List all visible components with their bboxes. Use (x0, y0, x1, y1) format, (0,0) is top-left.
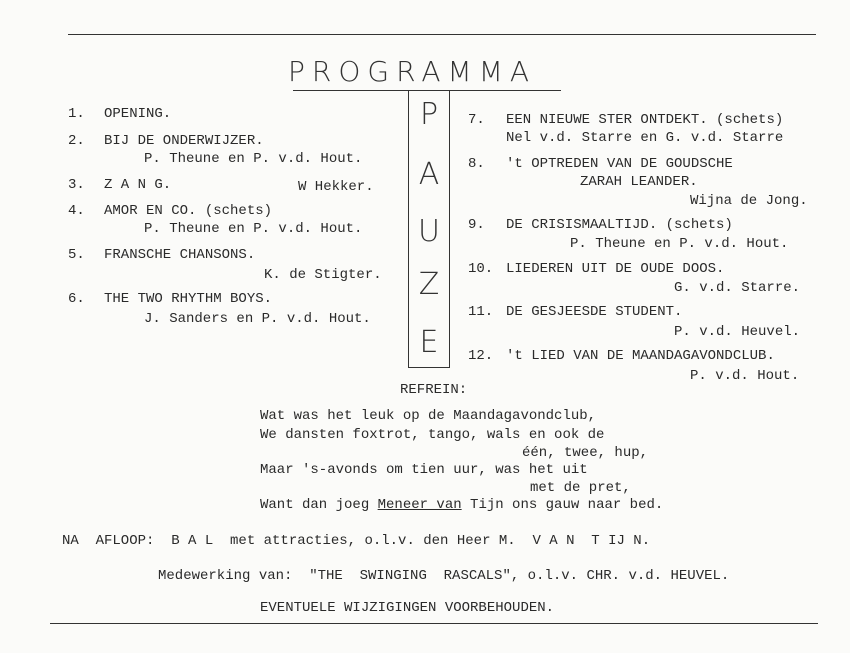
refrain-line: Maar 's-avonds om tien uur, was het uit (260, 462, 588, 478)
item-performer: P. v.d. Heuvel. (674, 324, 801, 340)
bottom-rule (50, 623, 818, 624)
refrain-line: met de pret, (530, 480, 631, 496)
pause-letter: E (419, 325, 439, 360)
item-number: 1. (68, 106, 85, 122)
refrain-heading: REFREIN: (400, 382, 468, 398)
item-number: 11. (468, 304, 494, 320)
item-title: EEN NIEUWE STER ONTDEKT. (schets) (506, 112, 784, 128)
item-title: OPENING. (104, 106, 172, 122)
top-rule (68, 34, 816, 35)
item-title: 't OPTREDEN VAN DE GOUDSCHE (506, 156, 733, 172)
item-number: 10. (468, 261, 494, 277)
item-number: 9. (468, 217, 485, 233)
refrain-line: Wat was het leuk op de Maandagavondclub, (260, 408, 597, 424)
item-title: THE TWO RHYTHM BOYS. (104, 291, 273, 307)
page-title: PROGRAMMA (288, 55, 537, 88)
refrain-last-line-start: Want dan joeg (260, 497, 378, 513)
item-title: BIJ DE ONDERWIJZER. (104, 133, 264, 149)
item-title: 't LIED VAN DE MAANDAGAVONDCLUB. (506, 348, 775, 364)
pause-letter: A (418, 157, 440, 192)
item-title: DE CRISISMAALTIJD. (schets) (506, 217, 733, 233)
item-performer: P. Theune en P. v.d. Hout. (144, 221, 363, 237)
refrain-line: We dansten foxtrot, tango, wals en ook de (260, 427, 605, 443)
medewerking-line: Medewerking van: "THE SWINGING RASCALS", o.l.v. CHR. v.d. HEUVEL. (158, 568, 730, 584)
refrain-line: één, twee, hup, (522, 445, 649, 461)
refrain-underlined-name: Meneer van (377, 497, 462, 513)
item-number: 2. (68, 133, 85, 149)
item-performer: P. Theune en P. v.d. Hout. (570, 236, 789, 252)
item-performer: P. v.d. Hout. (690, 368, 800, 384)
item-title: Z A N G. (104, 177, 172, 193)
item-number: 6. (68, 291, 85, 307)
item-performer: P. Theune en P. v.d. Hout. (144, 151, 363, 167)
item-performer: Wijna de Jong. (690, 193, 808, 209)
item-title: DE GESJEESDE STUDENT. (506, 304, 683, 320)
item-title: FRANSCHE CHANSONS. (104, 247, 256, 263)
item-performer: W Hekker. (298, 179, 374, 195)
item-number: 8. (468, 156, 485, 172)
afloop-line: NA AFLOOP: B A L met attracties, o.l.v. den Heer M. V A N T IJ N. (62, 533, 651, 549)
item-performer: J. Sanders en P. v.d. Hout. (144, 311, 371, 327)
refrain-last-line-end: Tijn ons gauw naar bed. (461, 497, 664, 513)
item-performer: G. v.d. Starre. (674, 280, 801, 296)
item-performer: K. de Stigter. (264, 267, 382, 283)
pause-letter: P (419, 97, 439, 132)
item-number: 7. (468, 112, 485, 128)
item-number: 3. (68, 177, 85, 193)
item-number: 12. (468, 348, 494, 364)
pause-letter: Z (418, 267, 440, 302)
voorbehoud-line: EVENTUELE WIJZIGINGEN VOORBEHOUDEN. (260, 600, 555, 616)
pause-letter: U (418, 214, 440, 249)
pause-box (408, 90, 450, 368)
item-performer: Nel v.d. Starre en G. v.d. Starre (506, 130, 784, 146)
item-number: 4. (68, 203, 85, 219)
item-number: 5. (68, 247, 85, 263)
item-title: AMOR EN CO. (schets) (104, 203, 273, 219)
item-title-continued: ZARAH LEANDER. (580, 174, 698, 190)
refrain-last-line (260, 497, 663, 514)
item-title: LIEDEREN UIT DE OUDE DOOS. (506, 261, 725, 277)
